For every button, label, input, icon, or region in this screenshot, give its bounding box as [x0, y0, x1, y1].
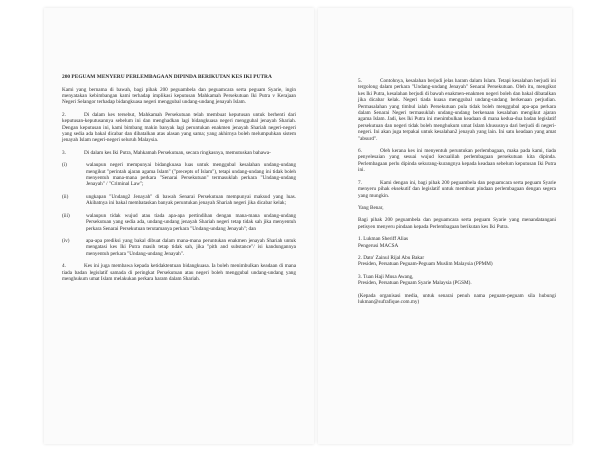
list-item: [62, 194, 296, 207]
paragraph-number: 4.: [62, 263, 66, 270]
signatory-name: 1. Lukman Sheriff Alias: [358, 236, 409, 243]
paragraph-2: [62, 112, 296, 144]
signatory: [358, 274, 556, 287]
signatory-title: Presiden, Persatuan Peguam-Peguam Muslim Malaysia (PPMM): [358, 261, 493, 268]
paragraph-5: [358, 78, 556, 142]
signatory-title: Presiden, Persatuan Peguam Syarie Malaysia (PGSM).: [358, 280, 472, 287]
media-contact-note: (Kepada organisasi media, untuk senarai penuh nama peguam-peguam sila hubungi lukman@sufrafique.com.my): [358, 292, 556, 305]
paragraph-number: 5.: [358, 78, 362, 84]
on-behalf-statement: Bagi pihak 200 peguambela dan peguamcara serta peguam Syarie yang menandatangani petisyen menyeru pindaan kepada Perlembagaan berikutan kes Iki Putra.: [358, 217, 556, 230]
document-title: 200 PEGUAM MENYERU PERLEMBAGAAN DIPINDA BERIKUTAN KES IKI PUTRA: [62, 74, 272, 80]
signatory-title: Pengerusi MACSA: [358, 242, 399, 249]
document-page-right: [318, 8, 572, 444]
paragraph-intro: Kami yang bernama di bawah, bagi pihak 200 peguambela dan peguamcara serta peguam Syarie, ingin menyatakan kebimbangan kami terhadap implikasi keputusan Mahkamah Persekutuan Iki Putra v Kerajaan Negeri Selangor terhadap bidangkuasa negeri menggubal undang-undang jenayah Islam.: [62, 86, 296, 106]
paragraph-text: Di dalam kes tersebut, Mahkamah Persekutuan telah membuat keputusan untuk berhenti dari keputusan-keputusannya sebelum ini dan menghadkan lagi bidangkuasa negeri menggubal jenayah Shariah. Dengan keputusan ini, kami bimbang makin banyak lagi peruntukan enakmen jenayah Shariah negeri-negeri yang sedia ada bakal dicabar dan dibatalkan atas alasan yang sama; yang akhirnya boleh melumpuhkan sistem jenayah Islam negeri-negeri seluruh Malaysia.: [62, 111, 296, 144]
page-left-body: [44, 8, 314, 282]
list-item-label: (ii): [62, 193, 69, 200]
list-item: [62, 238, 296, 257]
list-item-text: walaupun tidak wujud atau tiada apa-apa pertindihan dengan mana-mana undang-undang Persekutuan yang sedia ada, undang-undang jenayah Shariah negeri tetap tidak sah jika menyentuh perkara Senarai Persekutuan terutamanya perkara "Undang-undang Jenayah"; dan: [86, 212, 296, 232]
list-item-label: (iii): [62, 212, 70, 219]
paragraph-text: Oleh kerana kes ini menyentuh peruntukan perlembagaan, maka pada kami, tiada penyelesaian yang sesuai wujud kecualilah perlembagaan persekutuan kita dipinda. Perlembagaan perlu dipinda sekurang-kurangnya kepada keadaan sebelum keputusan Iki Putra ini.: [358, 148, 556, 174]
signatory: [358, 255, 556, 268]
salutation: Yang Benar,: [358, 204, 384, 211]
paragraph-3: [62, 150, 296, 156]
document-page-left: [44, 8, 314, 444]
signatory-name: 2. Dato' Zainul Rijal Abu Bakar: [358, 254, 425, 261]
paragraph-6: [358, 148, 556, 174]
paragraph-7: [358, 180, 556, 199]
signatory-name: 3. Tuan Haji Musa Awang,: [358, 273, 414, 280]
paragraph-number: 3.: [62, 149, 66, 156]
list-item-text: walaupun negeri mempunyai bidangkuasa luas untuk menggubal kesalahan undang-undang mengikut "perintah ajaran agama Islam" ("precepts of Islam"), tetapi undang-undang ini tidak boleh menyentuh mana-mana perkara "Senarai Persekutuan" termasuklah perkara "Undang-undang Jenayah" / "Criminal Law";: [86, 162, 296, 188]
list-item: [62, 213, 296, 232]
page-right-body: [318, 8, 572, 305]
paragraph-text: Di dalam kes Iki Putra, Mahkamah Persekutuan, secara ringkasnya, memutuskan bahawa-: [84, 149, 271, 156]
list-item-text: ungkapan "Undang2 Jenayah" di bawah Senarai Persekutuan mempunyai maksud yang luas. Akibatnya ini bakal membataskan banyak peruntukan jenayah Shariah negeri jika dicabar kelak;: [86, 193, 296, 207]
paragraph-number: 2.: [62, 111, 66, 118]
paragraph-text: Kami dengan ini, bagi pihak 200 peguambela dan peguamcara serta peguam Syarie menyeru pihak eksekutif dan legislatif untuk membuat pindaan perlembagaan dengan segera yang mungkin.: [358, 179, 556, 199]
paragraph-text: Contohnya, kesalahan berjudi jelas haram dalam Islam. Tetapi kesalahan berjudi ini tergolong dalam perkara "Undang-undang Jenayah" Senarai Persekutuan. Oleh itu, mengikut kes Iki Putra, kesalahan berjudi di bawah enakmen-enakmen negeri boleh dan bakal dibatalkan jika dicabar kelak. Negeri tiada kuasa menggubal undang-undang berkenaan perjudian. Permasalahan yang timbul ialah Persekutuan pula tidak boleh menggubal apa-apa perkara dalam Senarai Negeri termasuklah undang-undang berkenaan kesalahan mengikut ajaran agama Islam. Jadi, kes Iki Putra ini menimbulkan keadaan di mana kedua-dua badan legislatif persekutuan dan negeri tidak boleh menghukum umat Islam khususnya dari berjudi di negeri-negeri. Ini akan juga terpakai untuk kesalahan2 jenayah yang lain. Ini satu keadaan yang amat "absurd".: [358, 78, 556, 142]
paragraph-4: [62, 263, 296, 282]
paragraph-number: 7.: [358, 179, 362, 186]
signatory: [358, 236, 556, 249]
list-item: [62, 162, 296, 188]
list-item-label: (iv): [62, 237, 70, 244]
list-item-text: apa-apa prediksi yang bakal dibuat dalam mana-mana peruntukan enakmen jenayah Shariah untuk mengatasi kes Iki Putra masih tetap tidak sah, jika "pith and substance"/ isi kandungannya menyentuh perkara "Undang-undang Jenayah".: [86, 237, 296, 257]
paragraph-number: 6.: [358, 148, 362, 155]
list-item-label: (i): [62, 162, 67, 169]
paragraph-text: Kes ini juga membawa kepada ketidaktentuan bidangkuasa. Ia boleh menimbulkan keadaan di mana tiada badan legislatif samada di peringkat Persekutuan atau negeri boleh menggubal undang-undang yang menghukum umat Islam melakukan perkara haram dalam Shariah.: [62, 263, 296, 282]
